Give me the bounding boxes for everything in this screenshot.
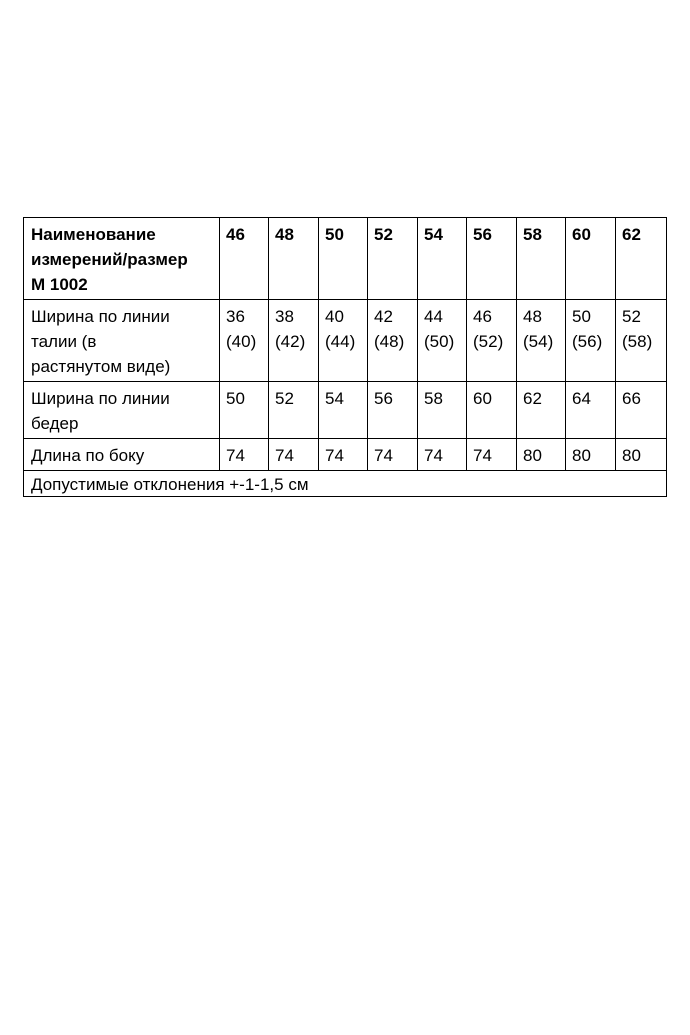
size-header-cell: 46 [220, 218, 269, 300]
measurement-value: (40) [226, 332, 257, 351]
measurement-value-cell [467, 382, 517, 439]
measurement-value-cell [418, 439, 467, 471]
measurement-value: (58) [622, 332, 653, 351]
measurement-value-cell [566, 382, 616, 439]
size-header-cell: 48 [269, 218, 319, 300]
measurement-value-cell [517, 300, 566, 382]
measurement-value: 50 [572, 307, 591, 326]
measurement-value-cell [319, 300, 368, 382]
size-header-cell: 52 [368, 218, 418, 300]
measurement-value: 74 [325, 446, 344, 465]
measurement-value: (50) [424, 332, 455, 351]
size-header-cell: 50 [319, 218, 368, 300]
measurement-value-cell [566, 300, 616, 382]
measurement-value: 62 [523, 389, 542, 408]
size-chart-table [23, 217, 667, 497]
measurement-value: 46 [473, 307, 492, 326]
size-header-cell: 54 [418, 218, 467, 300]
measurement-label-line: Ширина по линии [31, 389, 170, 408]
measurement-label-line: талии (в [31, 332, 97, 351]
measurement-value-cell [616, 300, 667, 382]
size-chart-body [24, 218, 667, 497]
measurement-value: 54 [325, 389, 344, 408]
measurement-row [24, 300, 667, 382]
tolerance-note: Допустимые отклонения +-1-1,5 см [24, 471, 667, 497]
measurement-value: 74 [226, 446, 245, 465]
measurement-value: 40 [325, 307, 344, 326]
measurement-value-cell [269, 300, 319, 382]
measurement-value: 60 [473, 389, 492, 408]
measurement-value-cell [368, 300, 418, 382]
note-row [24, 471, 667, 497]
measurement-value: 74 [424, 446, 443, 465]
measurement-value-cell [368, 439, 418, 471]
measurement-value-cell [220, 382, 269, 439]
measurement-value: 66 [622, 389, 641, 408]
measurement-label-cell [24, 382, 220, 439]
measurement-label-line: бедер [31, 414, 79, 433]
header-label-cell [24, 218, 220, 300]
measurement-row [24, 439, 667, 471]
measurement-value: 44 [424, 307, 443, 326]
measurement-value-cell [566, 439, 616, 471]
measurement-value: (52) [473, 332, 504, 351]
measurement-label-line: растянутом виде) [31, 357, 171, 376]
measurement-value: 50 [226, 389, 245, 408]
measurement-value: 80 [572, 446, 591, 465]
header-label-line: Наименование [31, 225, 156, 244]
measurement-label-cell [24, 439, 220, 471]
header-label-line: М 1002 [31, 275, 88, 294]
measurement-value-cell [220, 300, 269, 382]
measurement-value: 48 [523, 307, 542, 326]
measurement-value: 74 [374, 446, 393, 465]
measurement-value: 36 [226, 307, 245, 326]
measurement-label-cell [24, 300, 220, 382]
measurement-value-cell [517, 439, 566, 471]
measurement-value: 80 [523, 446, 542, 465]
measurement-value-cell [517, 382, 566, 439]
measurement-value-cell [467, 439, 517, 471]
measurement-value-cell [368, 382, 418, 439]
measurement-value: 64 [572, 389, 591, 408]
measurement-value-cell [467, 300, 517, 382]
measurement-value: 52 [622, 307, 641, 326]
measurement-value: 74 [473, 446, 492, 465]
size-header-cell: 62 [616, 218, 667, 300]
measurement-value: 42 [374, 307, 393, 326]
size-header-cell: 60 [566, 218, 616, 300]
measurement-value-cell [418, 300, 467, 382]
measurement-label-line: Длина по боку [31, 446, 145, 465]
measurement-value-cell [319, 439, 368, 471]
measurement-value-cell [269, 382, 319, 439]
header-row [24, 218, 667, 300]
measurement-row [24, 382, 667, 439]
measurement-value: 52 [275, 389, 294, 408]
measurement-value: 56 [374, 389, 393, 408]
measurement-value: (42) [275, 332, 306, 351]
size-header-cell: 56 [467, 218, 517, 300]
measurement-value-cell [616, 382, 667, 439]
measurement-value: 38 [275, 307, 294, 326]
measurement-value: (54) [523, 332, 554, 351]
header-label-line: измерений/размер [31, 250, 188, 269]
measurement-value: 80 [622, 446, 641, 465]
measurement-value: 74 [275, 446, 294, 465]
measurement-label-line: Ширина по линии [31, 307, 170, 326]
measurement-value: (56) [572, 332, 603, 351]
measurement-value-cell [220, 439, 269, 471]
measurement-value-cell [319, 382, 368, 439]
measurement-value-cell [269, 439, 319, 471]
measurement-value: (44) [325, 332, 356, 351]
measurement-value-cell [418, 382, 467, 439]
measurement-value: (48) [374, 332, 405, 351]
measurement-value: 58 [424, 389, 443, 408]
size-header-cell: 58 [517, 218, 566, 300]
measurement-value-cell [616, 439, 667, 471]
